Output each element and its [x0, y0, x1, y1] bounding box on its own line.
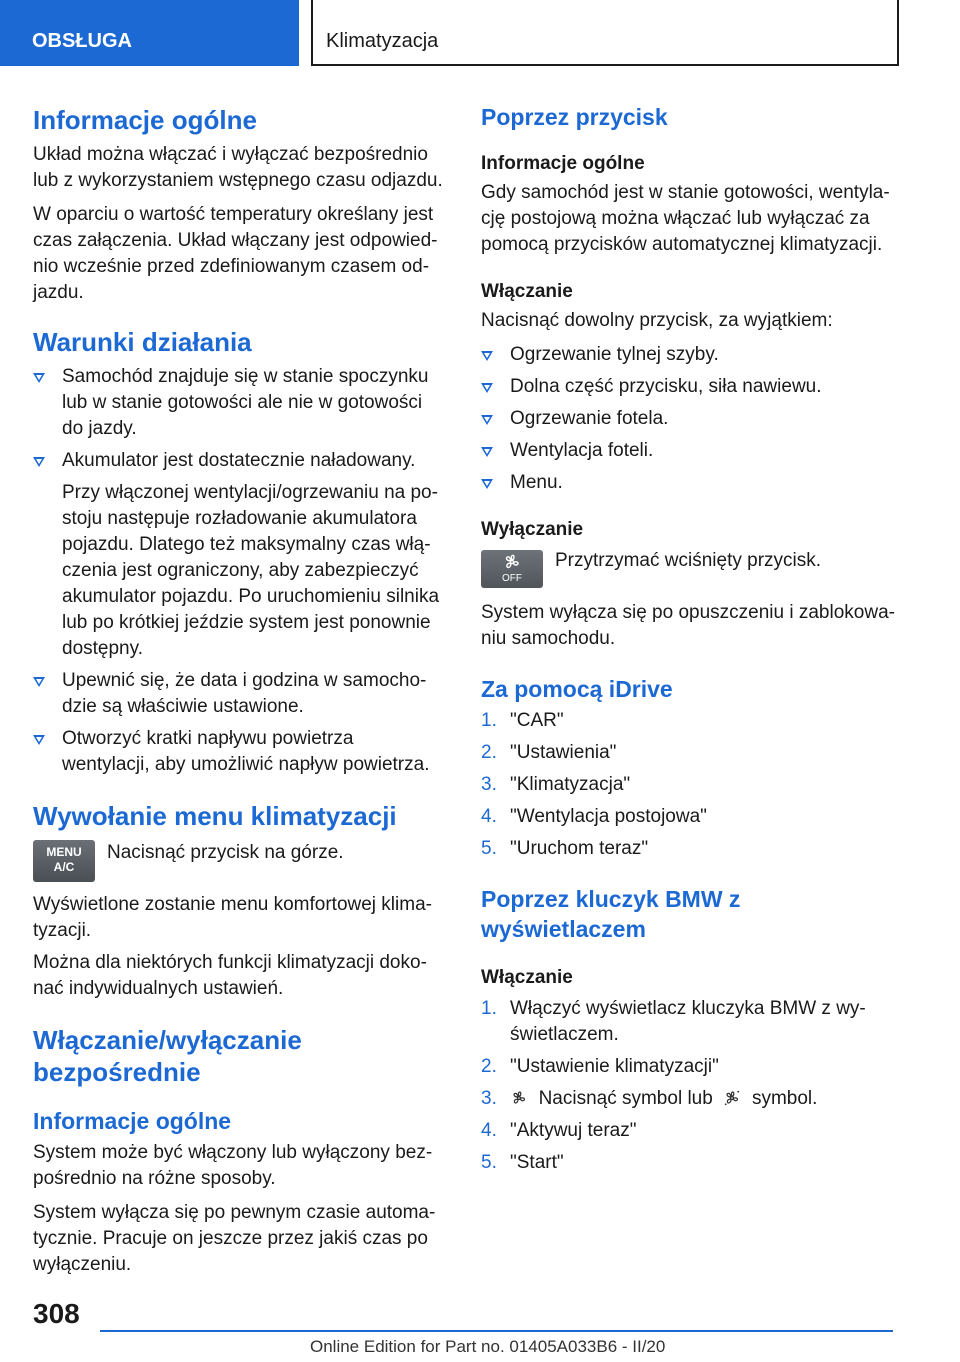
triangle-bullet-icon — [481, 447, 493, 457]
section-title: OBSŁUGA — [32, 30, 132, 52]
menu-ac-button-icon: MENU A/C — [33, 840, 95, 882]
paragraph: Gdy samochód jest w stanie gotowości, wentylację postojową można włączać lub wyłączać za pomocą przycisków automatycznej klimatyzacji. — [481, 182, 890, 255]
menu-instruction: Nacisnąć przycisk na górze. — [107, 842, 344, 863]
step-item: 4. "Aktywuj teraz" — [481, 1120, 637, 1141]
battery-note: Przy włączonej wentylacji/ogrzewaniu na postoju następuje rozładowanie akumulatora pojazdu. Dlatego też maksymalny czas włączenia jest ograniczony, aby zabezpieczyć akumulator pojazdu. Po uruchomieniu silnika lub po krótkiej jeździe system jest ponownie dostępny. — [62, 482, 440, 659]
step-item: 3. "Klimatyzacja" — [481, 774, 631, 795]
fan-off-button-icon: OFF — [481, 550, 543, 588]
exceptions-list — [481, 342, 901, 496]
paragraph: Można dla niektórych funkcji klimatyzacji dokonać indywidualnych ustawień. — [33, 952, 427, 999]
key-steps — [481, 996, 901, 1176]
paragraph: Nacisnąć dowolny przycisk, za wyjątkiem: — [481, 310, 833, 331]
triangle-bullet-icon — [481, 479, 493, 489]
list-item: Dolna część przycisku, siła nawiewu. — [481, 374, 901, 400]
subheading-info: Informacje ogólne — [33, 1108, 232, 1134]
triangle-bullet-icon — [481, 415, 493, 425]
list-item: Menu. — [481, 470, 901, 496]
heading-info: Informacje ogólne — [33, 105, 257, 135]
heading-idrive: Za pomocą iDrive — [481, 676, 673, 702]
triangle-bullet-icon — [481, 351, 493, 361]
edition-note: Online Edition for Part no. 01405A033B6 - II/20 — [310, 1337, 666, 1356]
footer-divider — [100, 1330, 893, 1332]
chapter-title: Klimatyzacja — [326, 30, 439, 52]
list-item: Upewnić się, że data i godzina w samochodzie są właściwie ustawione. — [33, 668, 443, 720]
step-item: 1. "CAR" — [481, 710, 564, 731]
idrive-steps — [481, 708, 901, 862]
list-item: Samochód znajduje się w stanie spoczynku lub w stanie gotowości ale nie w gotowości do jazdy. — [33, 364, 443, 442]
triangle-bullet-icon — [33, 735, 45, 745]
step-item: 4. "Wentylacja postojowa" — [481, 806, 707, 827]
heading-conditions: Warunki działania — [33, 327, 252, 357]
paragraph: System wyłącza się po opuszczeniu i zablokowaniu samochodu. — [481, 602, 895, 649]
triangle-bullet-icon — [481, 383, 493, 393]
paragraph: System może być włączony lub wyłączony bezpośrednio na różne sposoby. — [33, 1142, 433, 1189]
paragraph: Układ można włączać i wyłączać bezpośrednio lub z wykorzystaniem wstępnego czasu odjazdu. — [33, 144, 443, 191]
list-item: Otworzyć kratki napływu powietrza wentylacji, aby umożliwić napływ powietrza. — [33, 726, 443, 778]
paragraph: Wyświetlone zostanie menu komfortowej klimatyzacji. — [33, 894, 432, 941]
list-item: Ogrzewanie tylnej szyby. — [481, 342, 901, 368]
step-item: 5. "Start" — [481, 1152, 564, 1173]
section-tab — [0, 0, 299, 66]
subheading-off: Wyłączanie — [481, 519, 584, 540]
paragraph: System wyłącza się po pewnym czasie automatycznie. Pracuje on jeszcze przez jakiś czas po wyłączeniu. — [33, 1202, 436, 1275]
triangle-bullet-icon — [33, 373, 45, 383]
subheading-key-on: Włączanie — [481, 967, 573, 988]
off-instruction: Przytrzymać wciśnięty przycisk. — [555, 550, 822, 571]
list-item: Wentylacja foteli. — [481, 438, 901, 464]
list-item: Ogrzewanie fotela. — [481, 406, 901, 432]
triangle-bullet-icon — [33, 677, 45, 687]
fan-icon — [502, 553, 522, 571]
list-item: Akumulator jest dostatecznie naładowany. Przy włączonej wentylacji/ogrzewaniu na postoju następuje rozładowanie akumulatora pojazdu. Dlatego też maksymalny czas włączenia jest ograniczony, aby zabezpieczyć akumulator pojazdu. Po uruchomieniu silnika lub po krótkiej jeździe system jest ponownie dostępny. — [33, 448, 443, 662]
paragraph: W oparciu o wartość temperatury określany jest czas załączenia. Układ włączany jest odpowiednio wcześnie przed zdefiniowanym czasem odjazdu. — [33, 204, 438, 303]
left-column — [33, 100, 443, 1278]
heading-key: Poprzez kluczyk BMW z wyświetlaczem — [481, 886, 741, 942]
step-item: 5. "Uruchom teraz" — [481, 838, 649, 859]
heading-menu: Wywołanie menu klimatyzacji — [33, 801, 397, 831]
page-number: 308 — [33, 1298, 80, 1329]
fan-icon — [510, 1089, 528, 1107]
chapter-header — [311, 0, 899, 66]
heading-button: Poprzez przycisk — [481, 104, 668, 130]
step-item: 2. "Ustawienie klimatyzacji" — [481, 1056, 719, 1077]
step-item: 3. Nacisnąć symbol lub symbol. — [481, 1088, 818, 1109]
subheading-info: Informacje ogólne — [481, 153, 645, 174]
fan-dots-icon — [723, 1089, 741, 1107]
subheading-on: Włączanie — [481, 281, 573, 302]
step-item: 1. Włączyć wyświetlacz kluczyka BMW z wyświetlaczem. — [481, 998, 866, 1045]
right-column — [481, 100, 901, 1176]
conditions-list — [33, 364, 443, 778]
step-item: 2. "Ustawienia" — [481, 742, 617, 763]
heading-direct: Włączanie/wyłączanie bezpośrednie — [33, 1025, 302, 1087]
triangle-bullet-icon — [33, 457, 45, 467]
